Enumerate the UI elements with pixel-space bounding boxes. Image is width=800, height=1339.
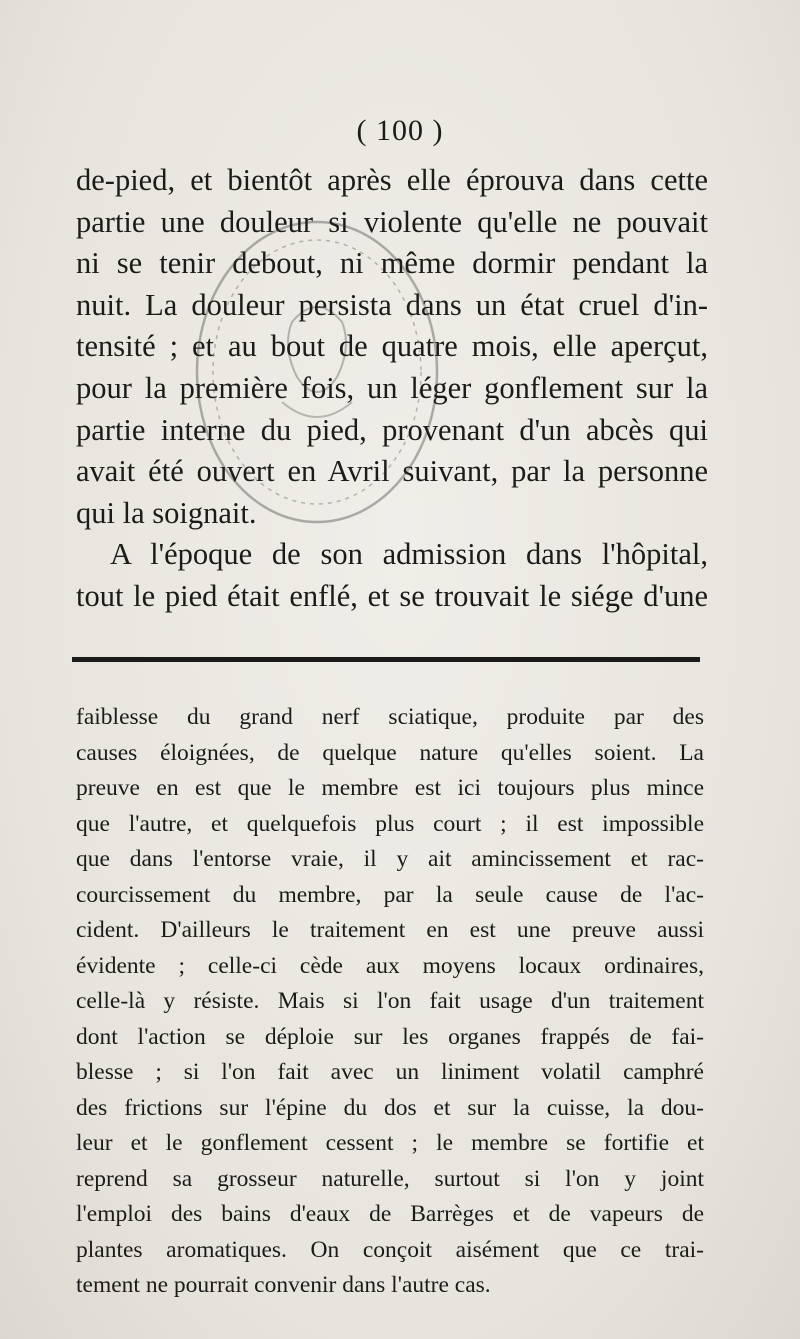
footnote-line: cident. D'ailleurs le traitement en est une preuve aussi — [76, 917, 704, 943]
footnote-line: causes éloignées, de quelque nature qu'elles soient. La — [76, 739, 704, 766]
footnote-line: faiblesse du grand nerf sciatique, produite par des — [76, 704, 704, 730]
footnote-line: courcissement du membre, par la seule cause de l'ac- — [76, 881, 704, 908]
footnote-divider — [72, 657, 700, 662]
main-text-line: pour la première fois, un léger gonflement sur la — [76, 370, 708, 405]
footnote-line: l'emploi des bains d'eaux de Barrèges et de vapeurs de — [76, 1201, 704, 1227]
footnote-line: reprend sa grosseur naturelle, surtout si l'on y joint — [76, 1165, 704, 1192]
main-text-line: partie interne du pied, provenant d'un abcès qui — [76, 412, 708, 447]
main-text-line: A l'époque de son admission dans l'hôpital, — [110, 537, 708, 572]
main-text-line: avait été ouvert en Avril suivant, par la personne — [76, 454, 708, 489]
footnote-block — [76, 700, 704, 1304]
main-text-line: partie une douleur si violente qu'elle ne pouvait — [76, 204, 708, 239]
footnote-line: leur et le gonflement cessent ; le membre se fortifie et — [76, 1130, 704, 1156]
footnote-line: que dans l'entorse vraie, il y ait amincissement et rac- — [76, 846, 704, 872]
footnote-line: tement ne pourrait convenir dans l'autre cas. — [76, 1272, 491, 1298]
footnote-line: que l'autre, et quelquefois plus court ; il est impossible — [76, 810, 704, 837]
main-text-line: nuit. La douleur persista dans un état cruel d'in- — [76, 287, 708, 322]
main-text-line: de-pied, et bientôt après elle éprouva dans cette — [76, 163, 708, 197]
footnote-line: celle-là y résiste. Mais si l'on fait usage d'un traitement — [76, 988, 704, 1014]
footnote-line: blesse ; si l'on fait avec un liniment volatil camphré — [76, 1059, 704, 1085]
page-number: ( 100 ) — [356, 114, 444, 147]
footnote-line: plantes aromatiques. On conçoit aisément que ce trai- — [76, 1236, 704, 1263]
main-text-line: tensité ; et au bout de quatre mois, elle aperçut, — [76, 329, 708, 364]
footnote-line: preuve en est que le membre est ici toujours plus mince — [76, 775, 704, 801]
footnote-line: des frictions sur l'épine du dos et sur la cuisse, la dou- — [76, 1094, 704, 1121]
main-text-line: ni se tenir debout, ni même dormir pendant la — [76, 246, 708, 281]
main-text-line: tout le pied était enflé, et se trouvait le siége d'une — [76, 578, 708, 613]
main-text-block — [76, 160, 708, 618]
footnote-line: dont l'action se déploie sur les organes frappés de fai- — [76, 1023, 704, 1050]
main-text-line: qui la soignait. — [76, 495, 257, 530]
footnote-line: évidente ; celle-ci cède aux moyens locaux ordinaires, — [76, 952, 704, 979]
